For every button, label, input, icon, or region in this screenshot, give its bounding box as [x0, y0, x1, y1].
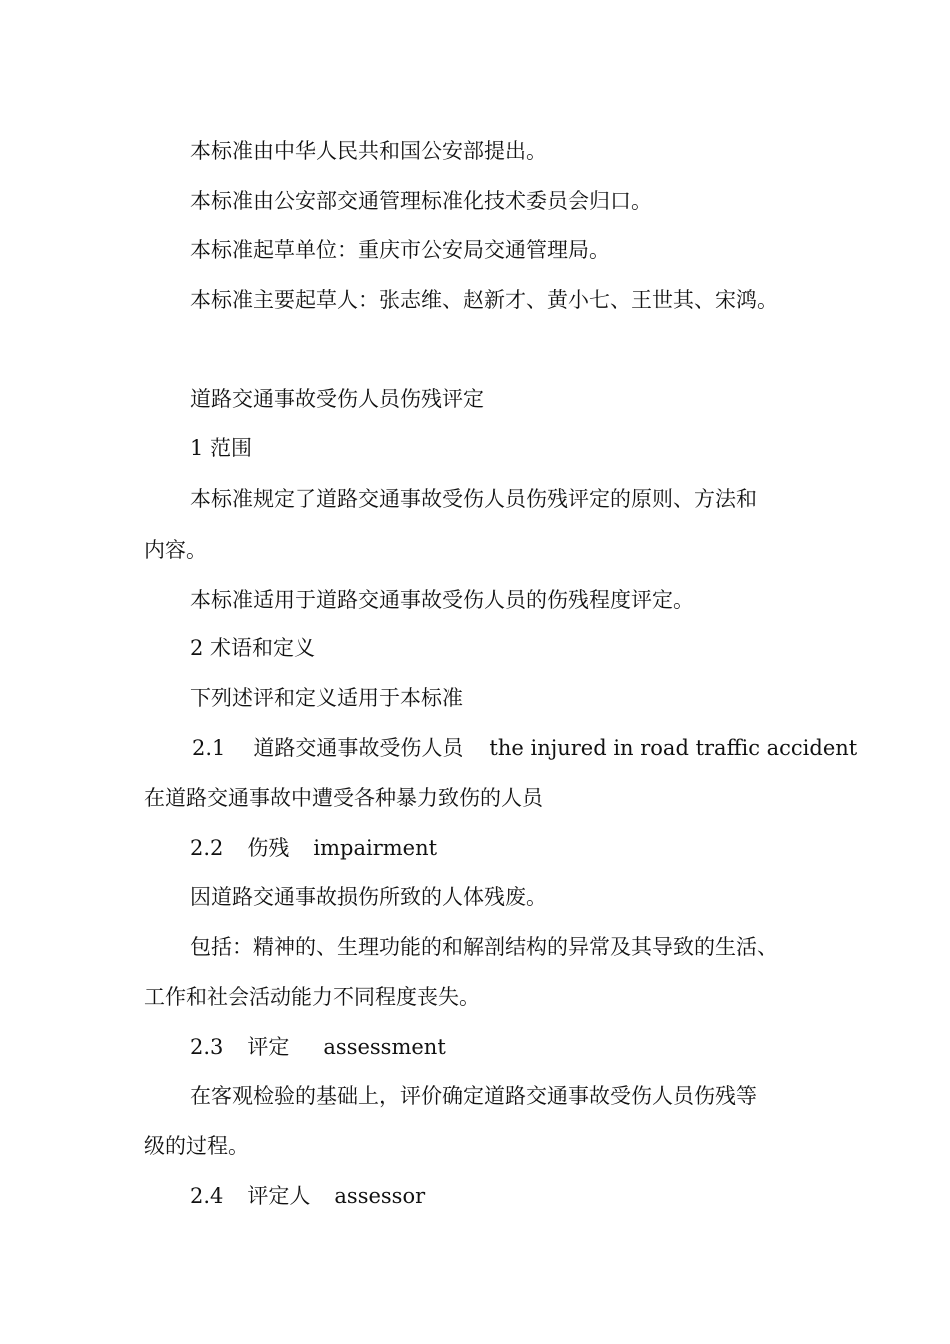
term-number: 2.2 — [190, 836, 224, 860]
preface-drafters: 本标准主要起草人：张志维、赵新才、黄小七、王世其、宋鸿。 — [190, 288, 778, 312]
term-heading-2-4 — [190, 1182, 425, 1210]
term-number: 2.1 — [192, 736, 226, 760]
term-chinese: 评定 — [247, 1035, 290, 1059]
section-2-intro: 下列述评和定义适用于本标准 — [190, 686, 463, 710]
term-english: assessment — [323, 1035, 446, 1059]
scope-paragraph-line-1: 本标准规定了道路交通事故受伤人员伤残评定的原则、方法和 — [190, 487, 757, 511]
term-definition-2-2-line-3: 工作和社会活动能力不同程度丧失。 — [144, 985, 480, 1009]
section-2-heading: 2 术语和定义 — [190, 636, 316, 660]
term-heading-2-3 — [190, 1033, 446, 1061]
term-english: impairment — [313, 836, 438, 860]
document-title: 道路交通事故受伤人员伤残评定 — [190, 387, 484, 411]
section-1-heading: 1 范围 — [190, 436, 253, 460]
term-definition-2-2-line-2: 包括：精神的、生理功能的和解剖结构的异常及其导致的生活、 — [190, 935, 778, 959]
term-number: 2.4 — [190, 1184, 224, 1208]
preface-proposer: 本标准由中华人民共和国公安部提出。 — [190, 139, 547, 163]
term-chinese: 道路交通事故受伤人员 — [253, 736, 464, 760]
term-definition-2-2-line-1: 因道路交通事故损伤所致的人体残废。 — [190, 885, 547, 909]
term-english: the injured in road traffic accident — [489, 736, 858, 760]
preface-drafting-unit: 本标准起草单位：重庆市公安局交通管理局。 — [190, 238, 610, 262]
applicability-paragraph: 本标准适用于道路交通事故受伤人员的伤残程度评定。 — [190, 588, 694, 612]
term-number: 2.3 — [190, 1035, 224, 1059]
term-chinese: 评定人 — [247, 1184, 311, 1208]
term-definition-2-3-line-2: 级的过程。 — [144, 1134, 249, 1158]
scope-paragraph-line-2: 内容。 — [144, 538, 207, 562]
term-chinese: 伤残 — [247, 836, 290, 860]
term-english: assessor — [334, 1184, 426, 1208]
preface-centralized: 本标准由公安部交通管理标准化技术委员会归口。 — [190, 189, 652, 213]
term-definition-2-1: 在道路交通事故中遭受各种暴力致伤的人员 — [144, 786, 543, 810]
term-heading-2-1 — [192, 734, 857, 762]
term-heading-2-2 — [190, 834, 437, 862]
term-definition-2-3-line-1: 在客观检验的基础上，评价确定道路交通事故受伤人员伤残等 — [190, 1084, 757, 1108]
